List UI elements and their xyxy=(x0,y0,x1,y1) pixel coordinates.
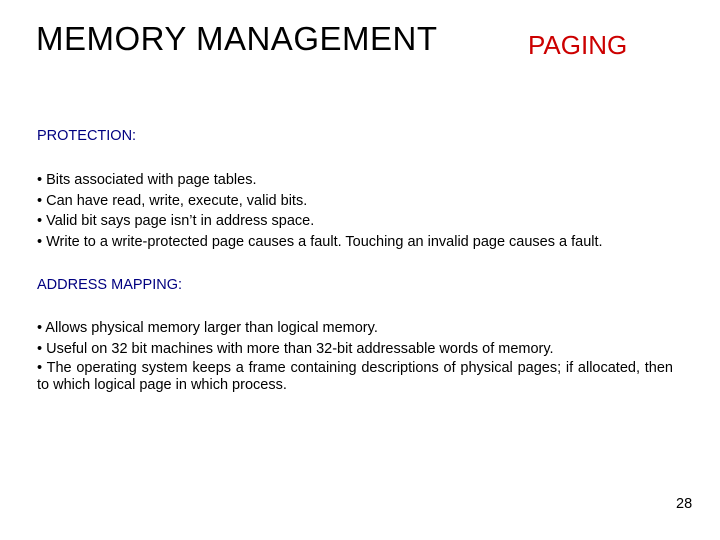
address-mapping-bullet-list xyxy=(37,318,673,394)
page-number: 28 xyxy=(676,496,693,512)
list-item: • Write to a write-protected page causes a fault. Touching an invalid page causes a fault. xyxy=(37,233,603,250)
slide-subtitle: PAGING xyxy=(528,30,628,60)
protection-bullet-list xyxy=(37,170,673,252)
list-item: • The operating system keeps a frame containing descriptions of physical pages; if allocated, then to which logical page in which process. xyxy=(37,360,673,393)
list-item: • Allows physical memory larger than logical memory. xyxy=(37,320,378,336)
list-item: • Valid bit says page isn’t in address space. xyxy=(37,213,315,229)
slide-title: MEMORY MANAGEMENT xyxy=(36,20,438,57)
list-item: • Bits associated with page tables. xyxy=(37,172,257,188)
section-heading-address-mapping: ADDRESS MAPPING: xyxy=(37,277,183,293)
section-heading-protection: PROTECTION: xyxy=(37,128,137,144)
list-item: • Can have read, write, execute, valid bits. xyxy=(37,192,308,209)
list-item: • Useful on 32 bit machines with more than 32-bit addressable words of memory. xyxy=(37,340,554,357)
